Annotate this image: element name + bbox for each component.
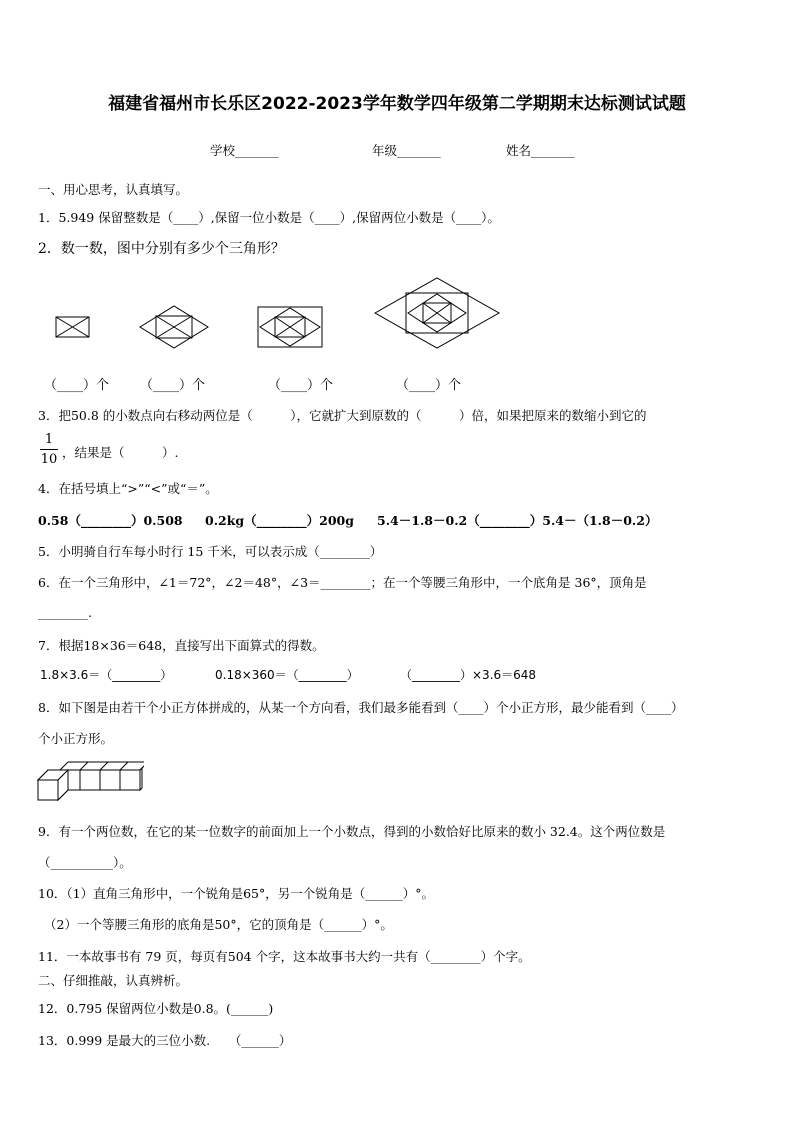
q2-blank-1[interactable]: （____）个 bbox=[44, 378, 110, 393]
figure-rectangle-cross bbox=[55, 316, 91, 340]
question-9-continued: （__________）。 bbox=[38, 855, 132, 870]
q3-fraction-denominator: 10 bbox=[40, 452, 58, 467]
question-13: 13．0.999 是最大的三位小数. （______） bbox=[38, 1033, 292, 1048]
question-11: 11．一本故事书有 79 页，每页有504 个字，这本故事书大约一共有（________）个字。 bbox=[38, 949, 531, 964]
q2-blank-3[interactable]: （____）个 bbox=[268, 378, 334, 393]
question-4: 4．在括号填上“>”“<”或“＝”。 bbox=[38, 481, 218, 496]
q7-item-2: 0.18×360＝（________） bbox=[215, 668, 359, 682]
question-7: 7．根据18×36＝648，直接写出下面算式的得数。 bbox=[38, 638, 325, 653]
q4-item-3: 5.4－1.8－0.2（________）5.4－（1.8－0.2） bbox=[377, 513, 658, 528]
q4-item-2: 0.2kg（________）200g bbox=[205, 513, 354, 528]
question-2: 2．数一数，图中分别有多少个三角形？ bbox=[38, 241, 285, 257]
school-field: 学校_______ bbox=[210, 143, 279, 158]
figure-nested-diamonds bbox=[372, 275, 502, 355]
section-1-heading: 一、用心思考，认真填写。 bbox=[38, 182, 189, 197]
fraction-bar bbox=[40, 449, 58, 450]
question-5: 5．小明骑自行车每小时行 15 千米，可以表示成（________） bbox=[38, 544, 383, 559]
q7-item-3: （________）×3.6＝648 bbox=[400, 668, 537, 682]
q2-blank-4[interactable]: （____）个 bbox=[396, 378, 462, 393]
q2-blank-2[interactable]: （____）个 bbox=[140, 378, 206, 393]
section-2-heading: 二、仔细推敲，认真辨析。 bbox=[38, 973, 189, 988]
figure-rectangle-diamond-rectangle bbox=[256, 305, 326, 351]
q4-item-1: 0.58（________）0.508 bbox=[38, 513, 183, 528]
question-10-part-2: （2）一个等腰三角形的底角是50°，它的顶角是（______）°。 bbox=[44, 917, 393, 932]
figure-cubes bbox=[36, 758, 144, 804]
question-10-part-1: 10．（1）直角三角形中，一个锐角是65°，另一个锐角是（______）°。 bbox=[38, 886, 435, 901]
figure-diamond-rectangle bbox=[139, 305, 211, 351]
q3-fraction-numerator: 1 bbox=[44, 432, 54, 447]
q7-item-1: 1.8×3.6＝（________） bbox=[40, 668, 173, 682]
question-8: 8．如下图是由若干个小正方体拼成的，从某一个方向看，我们最多能看到（____）个小正方形，最少能看到（____） bbox=[38, 700, 684, 715]
question-9: 9．有一个两位数，在它的某一位数字的前面加上一个小数点，得到的小数恰好比原来的数小 32.4。这个两位数是 bbox=[38, 824, 666, 839]
q3-fraction bbox=[38, 432, 60, 467]
name-field: 姓名_______ bbox=[506, 143, 575, 158]
question-6-continued: ________. bbox=[38, 605, 92, 620]
question-6: 6．在一个三角形中，∠1＝72°，∠2＝48°，∠3＝________；在一个等腰三角形中，一个底角是 36°，顶角是 bbox=[38, 575, 647, 590]
grade-field: 年级_______ bbox=[372, 143, 441, 158]
question-3: 3．把50.8 的小数点向右移动两位是（ ），它就扩大到原数的（ ）倍，如果把原来的数缩小到它的 bbox=[38, 408, 647, 423]
question-12: 12．0.795 保留两位小数是0.8。(______) bbox=[38, 1001, 274, 1016]
question-8-continued: 个小正方形。 bbox=[38, 731, 114, 746]
question-1: 1．5.949 保留整数是（____）,保留一位小数是（____）,保留两位小数是（____）。 bbox=[38, 210, 500, 225]
page-title: 福建省福州市长乐区2022-2023学年数学四年级第二学期期末达标测试试题 bbox=[108, 94, 686, 114]
question-3-continued: ，结果是（ ）. bbox=[62, 445, 179, 460]
